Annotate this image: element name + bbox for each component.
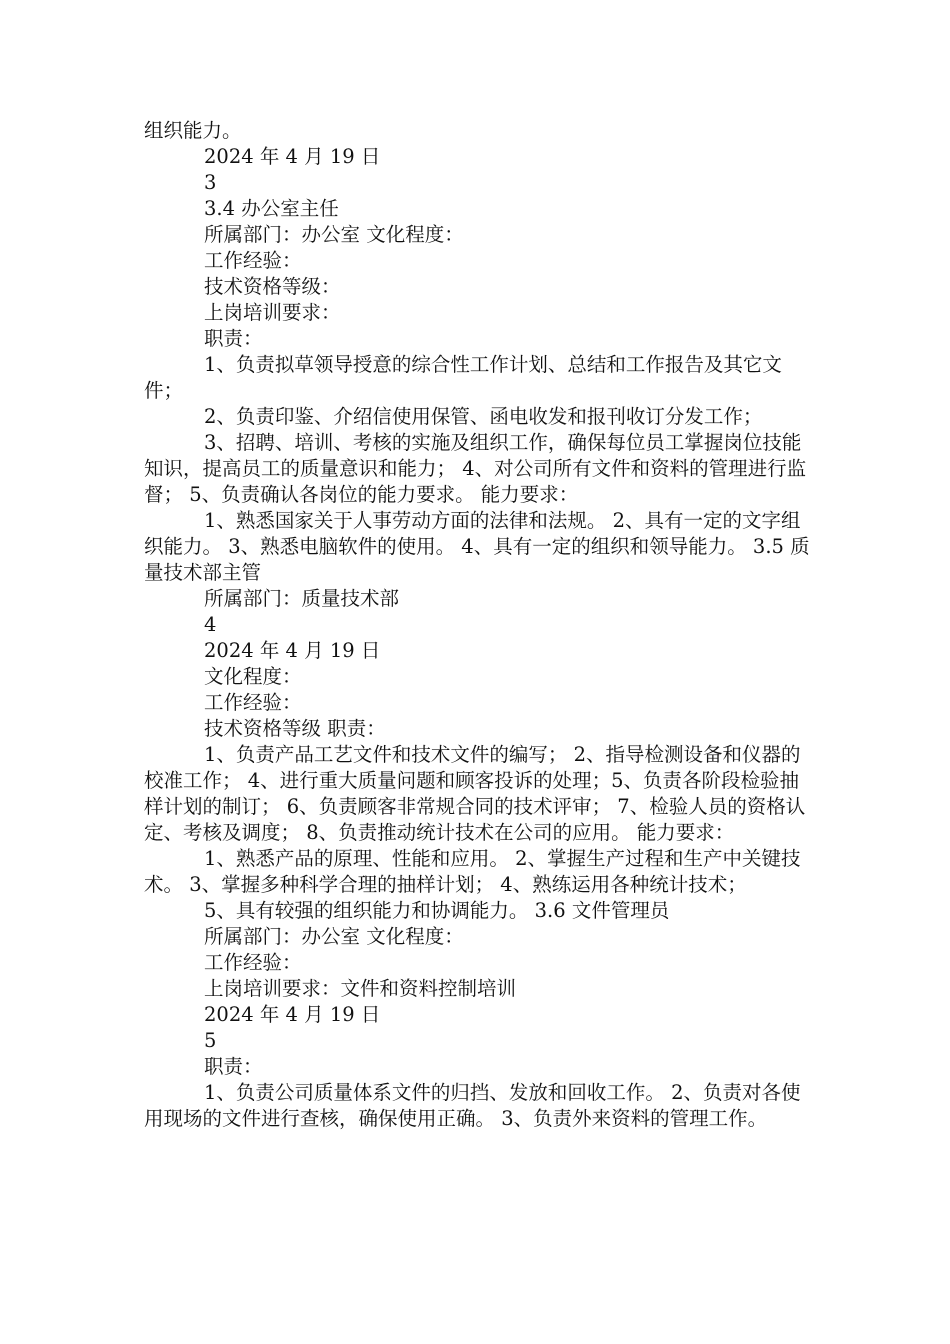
page-number: 5 xyxy=(204,1029,217,1052)
text-line: 所属部门：质量技术部 xyxy=(204,587,400,610)
text-line: 技术资格等级： xyxy=(204,275,341,298)
text-line: 5、具有较强的组织能力和协调能力。 3.6 文件管理员 xyxy=(204,899,670,922)
text-line: 职责： xyxy=(204,327,263,350)
paragraph: 1、熟悉国家关于人事劳动方面的法律和法规。 2、具有一定的文字组织能力。 3、熟悉电脑软件的使用。 4、具有一定的组织和领导能力。 3.5 质量技术部主管 xyxy=(144,509,810,584)
date-line: 2024 年 4 月 19 日 xyxy=(204,639,381,662)
paragraph: 1、熟悉产品的原理、性能和应用。 2、掌握生产过程和生产中关键技术。 3、掌握多种科学合理的抽样计划； 4、熟练运用各种统计技术； xyxy=(144,847,801,896)
text-line: 文化程度： xyxy=(204,665,302,688)
paragraph: 1、负责拟草领导授意的综合性工作计划、总结和工作报告及其它文件； xyxy=(144,353,782,402)
text-line: 所属部门：办公室 文化程度： xyxy=(204,925,464,948)
text-line: 职责： xyxy=(204,1055,263,1078)
date-line: 2024 年 4 月 19 日 xyxy=(204,145,381,168)
text-line: 工作经验： xyxy=(204,249,302,272)
page-number: 4 xyxy=(204,613,217,636)
date-line: 2024 年 4 月 19 日 xyxy=(204,1003,381,1026)
page-number: 3 xyxy=(204,171,217,194)
paragraph: 2、负责印鉴、介绍信使用保管、函电收发和报刊收订分发工作； xyxy=(204,405,763,428)
text-line: 工作经验： xyxy=(204,691,302,714)
section-heading: 3.4 办公室主任 xyxy=(204,197,339,220)
paragraph: 1、负责公司质量体系文件的归挡、发放和回收工作。 2、负责对各使用现场的文件进行查核，确保使用正确。 3、负责外来资料的管理工作。 xyxy=(144,1081,801,1130)
text-line: 上岗培训要求：文件和资料控制培训 xyxy=(204,977,517,1000)
paragraph: 1、负责产品工艺文件和技术文件的编写； 2、指导检测设备和仪器的校准工作； 4、进行重大质量问题和顾客投诉的处理；5、负责各阶段检验抽样计划的制订； 6、负责顾客非常规合同的技术评审； 7、检验人员的资格认定、考核及调度； 8、负责推动统计技术在公司的应用。 能力要求： xyxy=(144,743,806,844)
text-line: 工作经验： xyxy=(204,951,302,974)
text-line: 所属部门：办公室 文化程度： xyxy=(204,223,464,246)
document-page xyxy=(144,118,810,1132)
text-line: 上岗培训要求： xyxy=(204,301,341,324)
text-line: 组织能力。 xyxy=(144,119,242,142)
text-line: 技术资格等级 职责： xyxy=(204,717,386,740)
paragraph: 3、招聘、培训、考核的实施及组织工作，确保每位员工掌握岗位技能知识，提高员工的质量意识和能力； 4、对公司所有文件和资料的管理进行监督； 5、负责确认各岗位的能力要求。 能力要求： xyxy=(144,431,807,506)
